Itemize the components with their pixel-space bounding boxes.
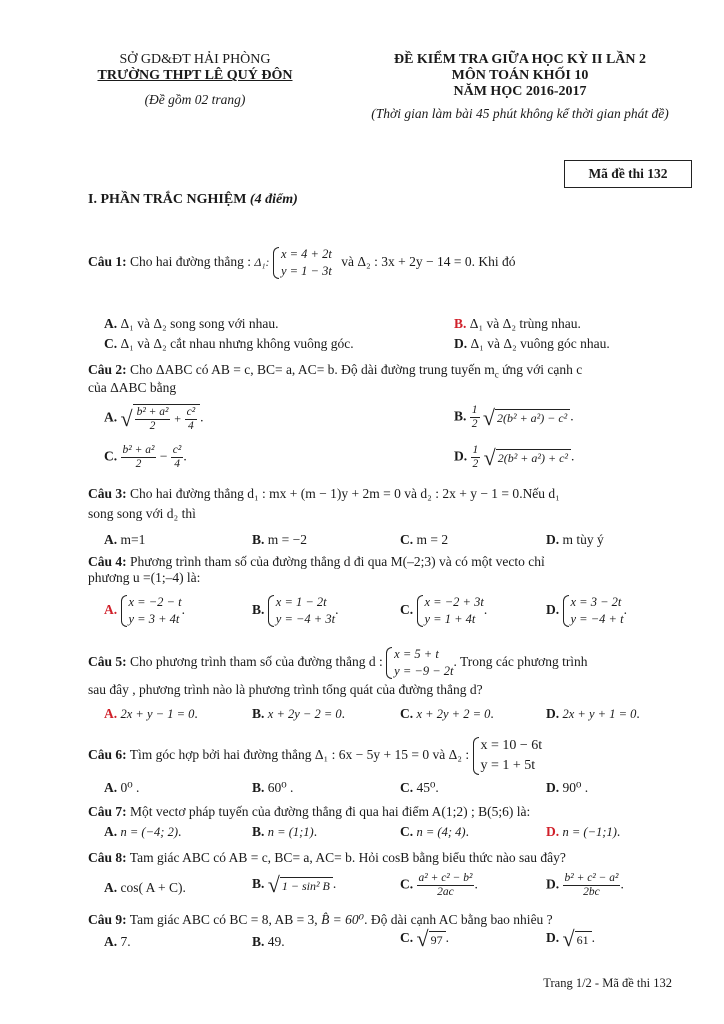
option-letter: B. (252, 780, 265, 795)
question-8 (88, 850, 688, 866)
q3-option-b[interactable] (252, 532, 307, 548)
sqrt-icon: √ (267, 872, 280, 897)
option-letter: B. (454, 408, 467, 424)
q9-option-a[interactable] (104, 934, 131, 950)
parametric-system (268, 594, 335, 628)
q8-option-d[interactable] (546, 872, 624, 899)
period: . (570, 408, 574, 424)
angle-b: B̂ = 60⁰ (321, 912, 365, 927)
parametric-system (273, 246, 332, 280)
denominator: 2 (135, 458, 142, 470)
question-text-2: ứng với cạnh c (498, 362, 583, 377)
line-delta2-eq: Δ₂ : 3x + 2y − 14 = 0 (357, 254, 472, 270)
question-label: Câu 3: (88, 486, 127, 501)
question-tail: . Độ dài cạnh AC bằng bao nhiêu ? (364, 912, 553, 927)
q8-option-c[interactable] (400, 872, 478, 899)
option-letter: A. (104, 934, 118, 949)
system-row: y = −4 + 3t (275, 612, 336, 626)
radicand: 1 − sin² B (280, 877, 333, 894)
option-text: cos( A + C). (120, 880, 186, 895)
sqrt-icon: √ (562, 926, 575, 951)
option-text: x + 2y − 2 = 0 (267, 707, 342, 721)
q3-option-c[interactable] (400, 532, 448, 548)
option-text: n = (−4; 2) (120, 825, 178, 839)
period: . (445, 930, 449, 946)
option-letter: C. (104, 336, 118, 351)
system-row: x = 1 − 2t (275, 595, 327, 609)
question-text: Tam giác ABC có AB = c, BC= a, AC= b. Hỏi cosB bằng biểu thức nào sau đây? (129, 850, 566, 865)
option-letter: A. (104, 706, 118, 721)
question-label: Câu 8: (88, 850, 127, 865)
numerator: b² + a² (136, 406, 169, 418)
q6-option-a[interactable] (104, 780, 139, 796)
fraction (417, 872, 478, 899)
parametric-system (386, 646, 453, 680)
system-row: y = 3 + 4t (128, 612, 180, 626)
fraction (471, 444, 481, 471)
question-tail: . Trong các phương trình (453, 654, 588, 670)
period: . (591, 930, 595, 946)
option-letter: C. (400, 780, 414, 795)
question-text: Cho phương trình tham số của đường thẳng d : (130, 654, 383, 670)
header-right (340, 52, 700, 122)
exam-code-box (564, 160, 692, 188)
fraction (135, 406, 171, 433)
median-subscript: c (494, 369, 499, 380)
option-text: m = −2 (267, 532, 307, 547)
numerator: c² (172, 444, 182, 456)
option-text: m tùy ý (562, 532, 604, 547)
denominator: 2ac (437, 886, 454, 898)
question-2 (88, 362, 688, 396)
system-row: y = −4 + t (570, 612, 624, 626)
line-delta2-label: Δ₂ : (448, 747, 470, 763)
q8-option-b[interactable] (252, 874, 336, 896)
option-letter: A. (104, 316, 118, 331)
operator: − (159, 448, 168, 464)
option-text: n = (1;1) (267, 825, 314, 839)
option-letter: C. (400, 532, 414, 547)
system-row: x = 10 − 6t (480, 738, 543, 753)
period: . (474, 876, 478, 892)
option-text: 49. (267, 934, 285, 949)
numerator: 1 (472, 444, 479, 456)
question-9 (88, 912, 688, 928)
conjunction: và (404, 486, 417, 501)
q4-option-c[interactable]: C. x = −2 + 3t y = 1 + 4t . (400, 595, 488, 626)
option-letter: D. (546, 930, 560, 946)
question-text: Tam giác ABC có BC = 8, AB = 3, (129, 912, 318, 927)
period: . (200, 409, 204, 425)
sqrt-icon: √ (482, 404, 495, 430)
question-3 (88, 486, 688, 522)
q7-option-c[interactable]: C. n = (4; 4). (400, 824, 469, 839)
period: . (183, 448, 187, 464)
q4-option-a[interactable]: A. x = −2 − t y = 3 + 4t . (104, 595, 185, 626)
q3-option-a[interactable] (104, 532, 145, 548)
numerator: a² + c² − b² (418, 872, 473, 884)
q5-option-c[interactable]: C. x + 2y + 2 = 0. (400, 706, 494, 721)
sqrt-icon: √ (416, 926, 429, 951)
option-text: 7. (120, 934, 131, 949)
question-text: Phương trình tham số của đường thẳng d đi qua M(–2;3) và có một vecto chỉ (130, 554, 545, 569)
radicand: 61 (575, 931, 592, 948)
sqrt-expression (563, 928, 592, 950)
fraction (171, 444, 187, 471)
option-text: Δ₁ và Δ₂ vuông góc nhau. (470, 336, 610, 351)
option-text: Δ₁ và Δ₂ song song với nhau. (120, 316, 279, 331)
department-name: SỞ GD&ĐT HẢI PHÒNG (119, 52, 271, 67)
question-tail: .Nếu d₁ (519, 486, 560, 501)
question-line-2: song song với d₂ thì (88, 506, 196, 521)
option-text: 2x + y − 1 = 0 (120, 707, 195, 721)
sqrt-expression (483, 444, 571, 470)
option-letter: C. (104, 448, 118, 464)
option-letter: C. (400, 876, 414, 892)
question-line-2: phương u =(1;–4) là: (88, 570, 201, 585)
question-tail: . Khi đó (471, 254, 516, 270)
subject-line: MÔN TOÁN KHỐI 10 (451, 68, 589, 83)
option-letter: D. (546, 532, 560, 547)
q6-option-c[interactable] (400, 780, 439, 796)
section-title-text: I. PHẦN TRẮC NGHIỆM (88, 192, 247, 207)
q7-option-a[interactable]: A. n = (−4; 2). (104, 824, 182, 839)
system-row: x = −2 − t (128, 595, 182, 609)
option-text: 60⁰ . (267, 780, 294, 795)
period: . (571, 448, 575, 464)
q2-option-b[interactable] (454, 404, 574, 431)
option-letter: B. (454, 316, 467, 331)
question-text: Cho hai đường thẳng : (130, 254, 251, 270)
section-title (88, 192, 298, 208)
page-number: Trang 1/2 - Mã đề thi 132 (543, 976, 672, 990)
parametric-system (473, 736, 543, 776)
option-letter: A. (104, 880, 118, 895)
question-6 (88, 736, 688, 776)
question-text: Tìm góc hợp bởi hai đường thẳng (129, 747, 312, 763)
system-row: x = 3 − 2t (570, 595, 622, 609)
time-note: (Thời gian làm bài 45 phút không kể thời gian phát đề) (371, 106, 669, 121)
option-letter: B. (252, 934, 265, 949)
sqrt-expression (417, 928, 446, 950)
exam-code: Mã đề thi 132 (588, 166, 668, 181)
numerator: 1 (471, 404, 478, 416)
question-5 (88, 646, 688, 698)
q2-option-d[interactable] (454, 444, 574, 471)
q1-option-b[interactable] (454, 316, 581, 332)
sqrt-expression (482, 404, 570, 430)
sqrt-expression (120, 404, 204, 433)
option-text: x + 2y + 2 = 0 (416, 707, 491, 721)
option-text: 2x + y + 1 = 0 (562, 707, 637, 721)
option-letter: A. (104, 780, 118, 795)
option-letter: A. (104, 602, 118, 618)
option-letter: D. (546, 824, 560, 839)
q2-option-c[interactable] (104, 444, 187, 471)
school-name: TRƯỜNG THPT LÊ QUÝ ĐÔN (97, 68, 293, 83)
q3-option-d[interactable] (546, 532, 604, 548)
section-points: (4 điểm) (249, 192, 298, 207)
q6-option-b[interactable] (252, 780, 293, 796)
system-row: y = 1 − 3t (280, 264, 332, 278)
option-letter: D. (546, 706, 560, 721)
line-d1-eq: d₁ : mx + (m − 1)y + 2m = 0 (247, 486, 401, 501)
option-letter: B. (252, 532, 265, 547)
question-line-2: sau đây , phương trình nào là phương trình tổng quát của đường thẳng d? (88, 682, 483, 697)
parametric-system (121, 594, 182, 628)
option-text: n = (4; 4) (416, 825, 466, 839)
option-text: Δ₁ và Δ₂ cắt nhau nhưng không vuông góc. (120, 336, 354, 351)
q5-option-a[interactable]: A. 2x + y − 1 = 0. (104, 706, 198, 721)
option-text: 0⁰ . (120, 780, 140, 795)
q4-option-b[interactable]: B. x = 1 − 2t y = −4 + 3t . (252, 595, 339, 626)
line-d2-eq: d₂ : 2x + y − 1 = 0 (420, 486, 520, 501)
parametric-system (417, 594, 484, 628)
q9-option-d[interactable] (546, 928, 595, 950)
option-letter: D. (546, 602, 560, 618)
radicand: 2(b² + a²) + c² (496, 449, 571, 466)
option-letter: C. (400, 706, 414, 721)
question-4 (88, 554, 688, 586)
q2-option-a[interactable] (104, 404, 204, 433)
option-letter: D. (546, 780, 560, 795)
line-delta1-eq: Δ₁ : 6x − 5y + 15 = 0 (314, 747, 430, 763)
denominator: 2bc (583, 886, 600, 898)
denominator: 4 (188, 420, 194, 432)
fraction (563, 872, 624, 899)
pages-note: (Đề gồm 02 trang) (144, 92, 246, 107)
question-label: Câu 9: (88, 912, 127, 927)
question-text-3: của ΔABC bằng (88, 379, 177, 395)
q9-option-c[interactable] (400, 928, 449, 950)
page-footer (543, 976, 672, 991)
option-text: 45⁰. (416, 780, 439, 795)
question-label: Câu 4: (88, 554, 127, 569)
question-label: Câu 6: (88, 747, 127, 763)
period: . (332, 876, 337, 892)
q1-option-d[interactable] (454, 336, 610, 352)
parametric-system (563, 594, 624, 628)
numerator: b² + a² (122, 444, 155, 456)
sqrt-expression (268, 874, 333, 896)
q8-option-a[interactable] (104, 880, 186, 896)
q7-option-d[interactable]: D. n = (−1;1). (546, 824, 621, 839)
system-row: y = 1 + 4t (424, 612, 476, 626)
option-letter: A. (104, 409, 118, 425)
question-7 (88, 804, 688, 820)
radicand: 2(b² + a²) − c² (495, 409, 570, 426)
system-row: x = 4 + 2t (280, 247, 332, 261)
q5-option-d[interactable]: D. 2x + y + 1 = 0. (546, 706, 640, 721)
system-row: y = 1 + 5t (480, 758, 536, 773)
option-text: n = (−1;1) (562, 825, 617, 839)
question-text: Cho ΔABC có AB = c, BC= a, AC= b. Độ dài đường trung tuyến m (130, 362, 495, 377)
school-year: NĂM HỌC 2016-2017 (453, 84, 587, 99)
option-letter: D. (454, 448, 468, 464)
denominator: 2 (471, 418, 478, 430)
denominator: 4 (174, 458, 180, 470)
system-row: x = 5 + t (394, 647, 439, 661)
option-letter: A. (104, 824, 118, 839)
q1-option-c[interactable] (104, 336, 354, 352)
option-letter: C. (400, 824, 414, 839)
option-letter: B. (252, 876, 265, 892)
option-text: Δ₁ và Δ₂ trùng nhau. (469, 316, 581, 331)
q9-option-b[interactable] (252, 934, 285, 950)
conjunction: và (432, 747, 446, 763)
question-text: Cho hai đường thẳng (130, 486, 244, 501)
fraction (121, 444, 157, 471)
denominator: 2 (472, 458, 479, 470)
q5-option-b[interactable]: B. x + 2y − 2 = 0. (252, 706, 346, 721)
option-letter: A. (104, 532, 118, 547)
system-row: y = −9 − 2t (394, 664, 454, 678)
denominator: 2 (149, 420, 156, 432)
option-text: m = 2 (416, 532, 449, 547)
sqrt-icon: √ (120, 405, 133, 431)
q4-option-d[interactable]: D. x = 3 − 2t y = −4 + t . (546, 595, 627, 626)
exam-title: ĐỀ KIỂM TRA GIỮA HỌC KỲ II LẦN 2 (393, 52, 647, 67)
question-label: Câu 5: (88, 654, 127, 670)
q6-option-d[interactable] (546, 780, 588, 796)
question-1 (88, 246, 688, 280)
q7-option-b[interactable]: B. n = (1;1). (252, 824, 318, 839)
header-left (60, 52, 330, 108)
option-letter: D. (546, 876, 560, 892)
option-text: 90⁰ . (562, 780, 589, 795)
radicand: 97 (429, 931, 446, 948)
fraction (185, 406, 198, 433)
conjunction: và (341, 254, 354, 270)
numerator: b² + c² − a² (564, 872, 619, 884)
option-letter: C. (400, 930, 414, 946)
option-letter: C. (400, 602, 414, 618)
sqrt-icon: √ (483, 444, 496, 470)
question-label: Câu 1: (88, 254, 127, 270)
option-letter: B. (252, 824, 265, 839)
fraction (470, 404, 480, 431)
line-delta1-label: Δ₁: (254, 255, 270, 270)
option-letter: B. (252, 706, 265, 721)
system-row: x = −2 + 3t (424, 595, 484, 609)
question-label: Câu 7: (88, 804, 127, 819)
operator: + (173, 411, 182, 426)
option-letter: B. (252, 602, 265, 618)
numerator: c² (186, 406, 196, 418)
q1-option-a[interactable] (104, 316, 279, 332)
option-letter: D. (454, 336, 468, 351)
option-text: m=1 (120, 532, 146, 547)
question-text: Một vectơ pháp tuyến của đường thẳng đi qua hai điểm A(1;2) ; B(5;6) là: (130, 804, 531, 819)
question-label: Câu 2: (88, 362, 127, 377)
period: . (620, 876, 624, 892)
